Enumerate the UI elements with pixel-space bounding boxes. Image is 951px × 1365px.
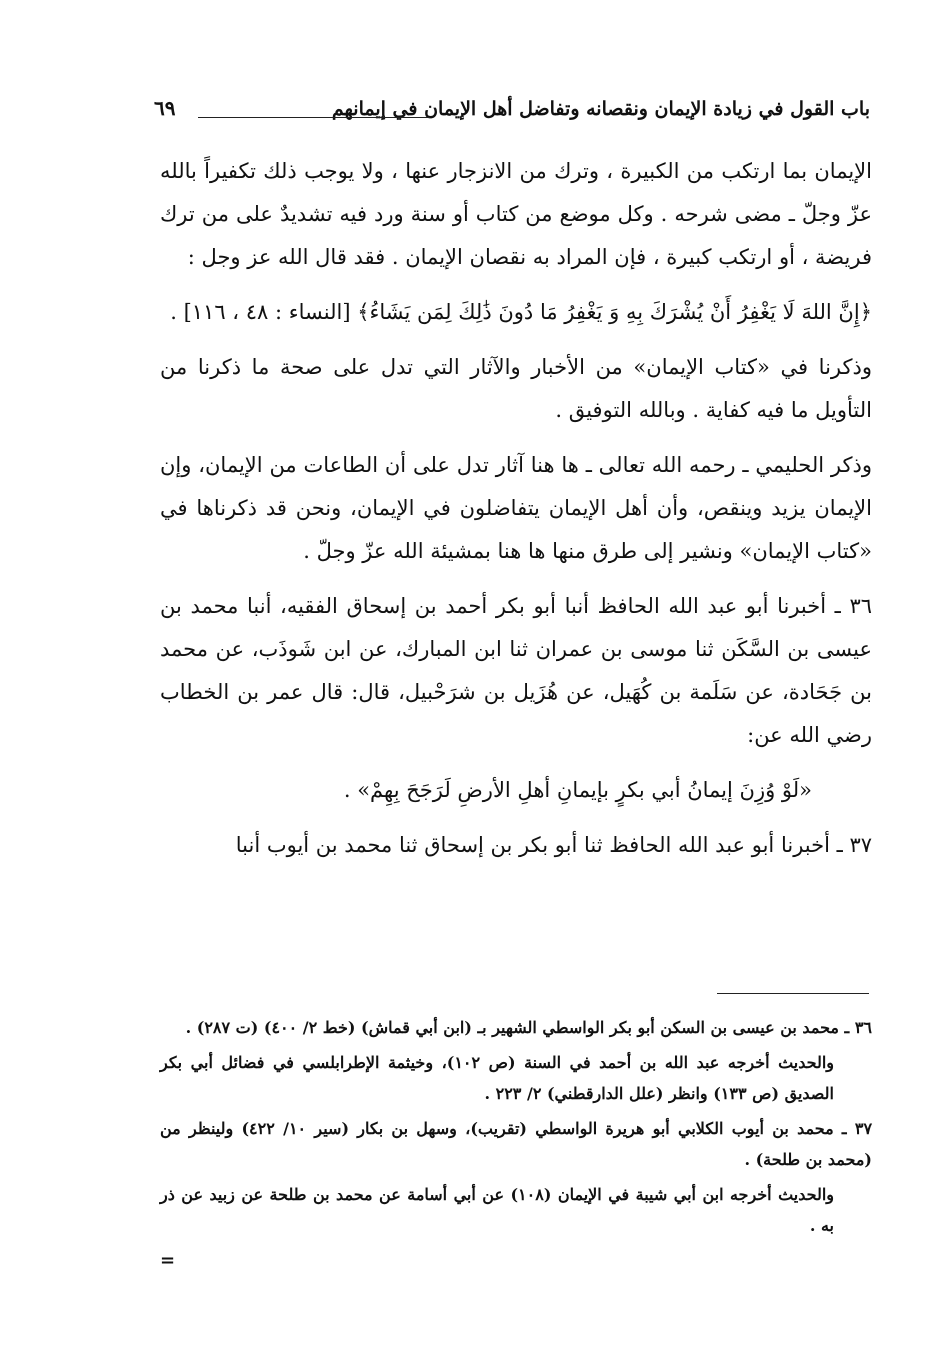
- paragraph: الإيمان بما ارتكب من الكبيرة ، وترك من الانزجار عنها ، ولا يوجب ذلك تكفيراً بالله عزّ وجلّ ـ مضى شرحه . وكل موضع من كتاب أو سنة ورد فيه تشديدٌ على من ترك فريضة ، أو ارتكب كبيرة ، فإن المراد به نقصان الإيمان . فقد قال الله عز وجل :: [160, 159, 872, 269]
- hadith-text: «لَوْ وُزِنَ إيمانُ أبي بكرٍ بإيمانِ أهلِ الأرضِ لَرَجَحَ بِهِمْ» .: [343, 778, 812, 802]
- main-text: [160, 150, 872, 879]
- hadith-chain-37: ٣٧ ـ أخبرنا أبو عبد الله الحافظ ثنا أبو بكر بن إسحاق ثنا محمد بن أيوب أنبا: [235, 833, 872, 857]
- paragraph: وذكر الحليمي ـ رحمه الله تعالى ـ ها هنا آثار تدل على أن الطاعات من الإيمان، وإن الإيمان يزيد وينقص، وأن أهل الإيمان يتفاضلون في الإيمان، ونحن قد ذكرناها في «كتاب الإيمان» ونشير إلى طرق منها ها هنا بمشيئة الله عزّ وجلّ .: [160, 453, 872, 563]
- footnote-separator: [717, 993, 869, 994]
- header-rule: [198, 117, 430, 118]
- hadith-chain-36: ٣٦ ـ أخبرنا أبو عبد الله الحافظ أنبا أبو بكر أحمد بن إسحاق الفقيه، أنبا محمد بن عيسى بن السَّكَن ثنا موسى بن عمران ثنا ابن المبارك، عن ابن شَوذَب، عن محمد بن جَحَادة، عن سَلَمة بن كُهَيل، عن هُزَيل بن شرَحْبيل، قال: قال عمر بن الخطاب رضي الله عن:: [160, 594, 872, 747]
- footnotes: [160, 1012, 872, 1245]
- chapter-title: باب القول في زيادة الإيمان ونقصانه وتفاضل أهل الإيمان في إيمانهم: [331, 98, 870, 120]
- footnote-37: ٣٧ ـ محمد بن أيوب الكلابي أبو هريرة الواسطي (تقريب)، وسهل بن بكار (سير ١٠/ ٤٢٢) ولينظر من (محمد بن طلحة) .: [160, 1119, 873, 1169]
- running-header: [150, 98, 870, 132]
- footnote-36-sources: والحديث أخرجه عبد الله بن أحمد في السنة (ص ١٠٢)، وخيثمة الإطرابلسي في فضائل أبي بكر الصديق (ص ١٣٣) وانظر (علل الدارقطني) ٢/ ٢٢٣ .: [160, 1053, 834, 1103]
- footnote-36: ٣٦ ـ محمد بن عيسى بن السكن أبو بكر الواسطي الشهير بـ (ابن أبي قماش) (خط ٢/ ٤٠٠) (ت ٢٨٧) .: [185, 1018, 872, 1037]
- continuation-mark: =: [160, 1250, 176, 1271]
- paragraph: وذكرنا في «كتاب الإيمان» من الأخبار والآثار التي تدل على صحة ما ذكرنا من التأويل ما فيه كفاية . وبالله التوفيق .: [160, 355, 872, 422]
- footnote-37-sources: والحديث أخرجه ابن أبي شيبة في الإيمان (١٠٨) عن أبي أسامة عن محمد بن طلحة عن زبيد عن ذر به .: [160, 1185, 835, 1235]
- quran-verse: ﴿إِنَّ اللهَ لَا يَغْفِرُ أَنْ يُشْرَكَ بِهِ وَ يَغْفِرُ مَا دُونَ ذَٰلِكَ لِمَن يَشَاءُ﴾ [النساء : ٤٨ ، ١١٦] .: [170, 300, 872, 324]
- page-number: ٦٩: [154, 96, 176, 120]
